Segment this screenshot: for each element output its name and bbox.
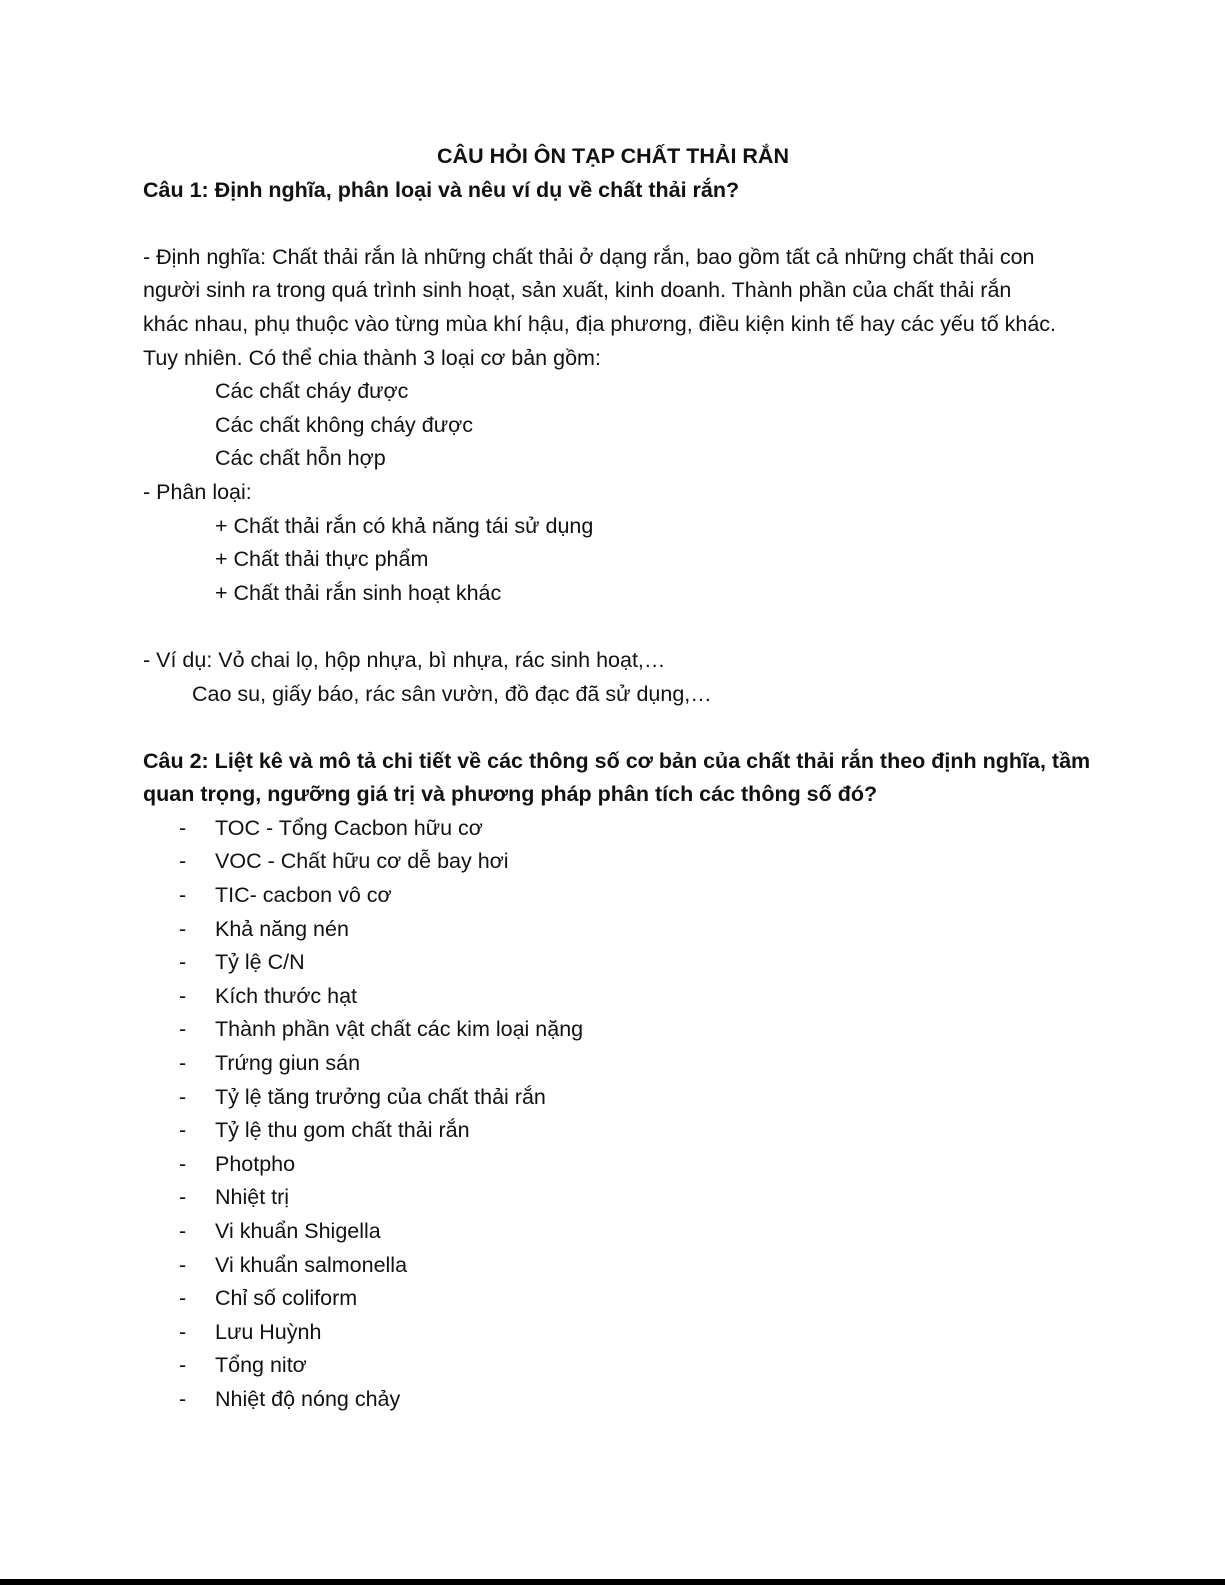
list-item-text: Kích thước hạt (215, 983, 358, 1008)
list-item-text: Photpho (215, 1151, 296, 1176)
definition-line: người sinh ra trong quá trình sinh hoạt, sản xuất, kinh doanh. Thành phần của chất thải rắn (143, 278, 1012, 303)
list-item (143, 1148, 1083, 1182)
bullet-dash: - (179, 849, 187, 874)
list-item-text: Nhiệt trị (215, 1185, 290, 1210)
example-line: - Ví dụ: Vỏ chai lọ, hộp nhựa, bì nhựa, rác sinh hoạt,… (143, 647, 666, 672)
list-item-text: Tỷ lệ C/N (215, 950, 305, 975)
list-item (143, 1349, 1083, 1383)
list-item-text: Chỉ số coliform (215, 1286, 358, 1311)
question-1-heading: Câu 1: Định nghĩa, phân loại và nêu ví dụ về chất thải rắn? (143, 177, 740, 202)
definition-line: khác nhau, phụ thuộc vào từng mùa khí hậu, địa phương, điều kiện kinh tế hay các yếu tố khác. (143, 311, 1057, 336)
bullet-dash: - (179, 916, 187, 941)
document-content (143, 140, 1091, 1417)
list-item-text: Tỷ lệ thu gom chất thải rắn (215, 1118, 470, 1143)
basic-type-item: Các chất không cháy được (215, 412, 473, 437)
blank-line (143, 207, 1083, 241)
example-line: Cao su, giấy báo, rác sân vườn, đồ đạc đã sử dụng,… (192, 681, 712, 706)
list-item (143, 1316, 1083, 1350)
list-item (143, 1215, 1083, 1249)
question-2-heading-continued: quan trọng, ngưỡng giá trị và phương pháp phân tích các thông số đó? (143, 782, 878, 807)
bullet-dash: - (179, 883, 187, 908)
bullet-dash: - (179, 1185, 187, 1210)
document-title: CÂU HỎI ÔN TẠP CHẤT THẢI RẮN (437, 144, 789, 168)
list-item-text: VOC - Chất hữu cơ dễ bay hơi (215, 849, 509, 874)
page-bottom-border (0, 1579, 1225, 1585)
bullet-dash: - (179, 1118, 187, 1143)
bullet-dash: - (179, 1017, 187, 1042)
bullet-dash: - (179, 950, 187, 975)
bullet-dash: - (179, 1353, 187, 1378)
bullet-dash: - (179, 1219, 187, 1243)
question-2-heading: Câu 2: Liệt kê và mô tả chi tiết về các thông số cơ bản của chất thải rắn theo định nghĩa, tầm (143, 748, 1091, 773)
classification-item: + Chất thải rắn có khả năng tái sử dụng (215, 513, 594, 538)
bullet-dash: - (179, 1386, 187, 1411)
list-item-text: TIC- cacbon vô cơ (215, 883, 392, 908)
list-item-text: Nhiệt độ nóng chảy (215, 1386, 401, 1411)
bullet-dash: - (179, 1286, 187, 1311)
list-item-text: Vi khuẩn salmonella (215, 1252, 408, 1277)
list-item (143, 1383, 1083, 1417)
definition-line: - Định nghĩa: Chất thải rắn là những chất thải ở dạng rắn, bao gồm tất cả những chất thải con (143, 244, 1035, 269)
classification-item: + Chất thải thực phẩm (215, 547, 429, 572)
list-item (143, 845, 1083, 879)
list-item (143, 980, 1083, 1014)
list-item-text: TOC - Tổng Cacbon hữu cơ (215, 815, 483, 840)
list-item-text: Trứng giun sán (215, 1051, 361, 1076)
definition-line: Tuy nhiên. Có thể chia thành 3 loại cơ bản gồm: (143, 345, 601, 370)
bullet-dash: - (179, 1051, 187, 1076)
list-item (143, 1181, 1083, 1215)
basic-type-item: Các chất hỗn hợp (215, 446, 386, 471)
bullet-dash: - (179, 815, 187, 840)
list-item (143, 946, 1083, 980)
basic-type-item: Các chất cháy được (215, 379, 409, 404)
bullet-dash: - (179, 983, 187, 1008)
bullet-dash: - (179, 1084, 187, 1109)
list-item (143, 1013, 1083, 1047)
list-item (143, 812, 1083, 846)
classification-label: - Phân loại: (143, 479, 252, 504)
parameter-list (143, 812, 1083, 1417)
blank-line (143, 711, 1083, 745)
list-item (143, 1114, 1083, 1148)
bullet-dash: - (179, 1151, 187, 1176)
list-item-text: Tỷ lệ tăng trưởng của chất thải rắn (215, 1084, 546, 1109)
list-item (143, 1249, 1083, 1283)
list-item-text: Vi khuẩn Shigella (215, 1219, 381, 1243)
list-item-text: Tổng nitơ (215, 1353, 307, 1378)
list-item-text: Lưu Huỳnh (215, 1319, 322, 1344)
list-item (143, 913, 1083, 947)
list-item (143, 1047, 1083, 1081)
list-item-text: Thành phần vật chất các kim loại nặng (215, 1017, 584, 1042)
list-item (143, 879, 1083, 913)
bullet-dash: - (179, 1319, 187, 1344)
list-item (143, 1081, 1083, 1115)
list-item (143, 1282, 1083, 1316)
list-item-text: Khả năng nén (215, 916, 349, 941)
classification-item: + Chất thải rắn sinh hoạt khác (215, 580, 502, 605)
bullet-dash: - (179, 1252, 187, 1277)
blank-line (143, 610, 1083, 644)
